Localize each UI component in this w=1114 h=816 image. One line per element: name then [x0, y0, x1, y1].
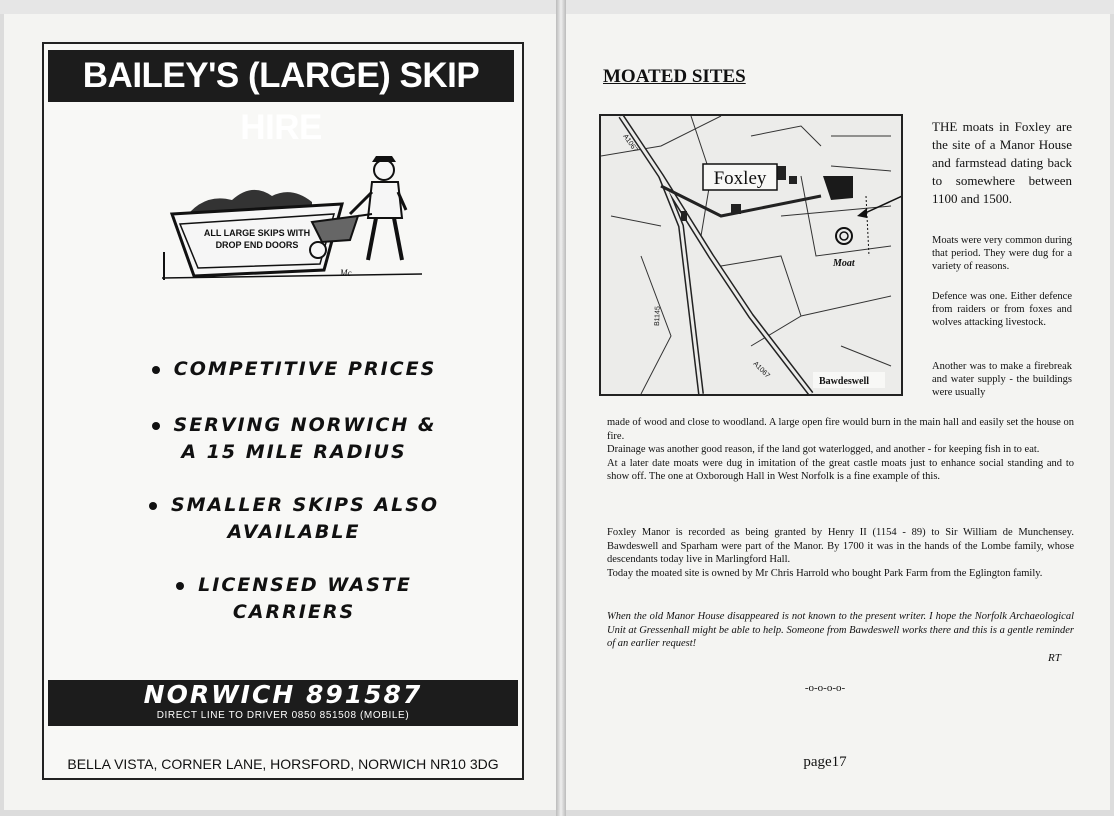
skip-label-line2: DROP END DOORS [215, 240, 299, 250]
article-title: MOATED SITES [603, 66, 746, 87]
left-page [4, 14, 556, 810]
bullet-competitive-prices: COMPETITIVE PRICES [114, 356, 474, 383]
section-separator: -o-o-o-o- [804, 682, 846, 694]
skip-hire-advert [42, 42, 524, 780]
bullet-dot [152, 366, 160, 374]
bullet-smaller-skips: SMALLER SKIPS ALSO AVAILABLE [114, 492, 474, 546]
map-label-foxley: Foxley [713, 168, 767, 189]
map-road-label-bottom: A1067 [751, 360, 771, 380]
mobile-number: DIRECT LINE TO DRIVER 0850 851508 (MOBILE) [156, 710, 410, 721]
article-closing-note: When the old Manor House disappeared is not known to the present writer. I hope the Norfolk Archaeological Unit at Gressenhall might be able to help. Someone from Bawdeswell works there and this is a gentle reminder of an earlier request! [607, 611, 1074, 649]
bullet-dot [149, 502, 157, 510]
artist-signature: Mc [340, 268, 352, 278]
phone-banner [48, 680, 518, 726]
body-para-drainage: Drainage was another good reason, if the land got waterlogged, and another - for keeping fish in to eat. [607, 444, 1040, 455]
map-road-label-b1145: B1145 [654, 306, 662, 327]
advert-title: BAILEY'S (LARGE) SKIP HIRE [48, 50, 514, 102]
side-para-defence: Defence was one. Either defence from raiders or from foxes and wolves attacking livestock. [932, 291, 1072, 328]
article-intro: THE moats in Foxley are the site of a Manor House and farmstead dating back to somewhere between 1100 and 1500. [932, 119, 1072, 206]
bullet-dot [152, 422, 160, 430]
author-initials: RT [1048, 652, 1061, 664]
body-para-ownership: Today the moated site is owned by Mr Chris Harrold who bought Park Farm from the Eglington family. [607, 567, 1043, 579]
page-number: page17 [803, 754, 847, 770]
book-spine [556, 0, 566, 816]
phone-number: NORWICH 891587 [143, 680, 423, 709]
body-para-imitation: At a later date moats were dug in imitation of the great castle moats just to enhance social standing and to show off. The one at Oxborough Hall in West Norfolk is a fine example of this. [607, 457, 1074, 482]
map-label-moat: Moat [833, 258, 855, 269]
side-para-firebreak: Another was to make a firebreak and water supply - the buildings were usually [932, 361, 1072, 398]
foxley-map [599, 114, 903, 396]
map-road-label-top: A1067 [621, 133, 639, 154]
article-body-upper [607, 416, 1074, 484]
skip-label-line1: ALL LARGE SKIPS WITH [203, 228, 311, 238]
body-para-manor-history: Foxley Manor is recorded as being granted by Henry II (1154 - 89) to Sir William de Munchensey. Bawdeswell and Sparham were part of the Manor. By 1700 it was in the hands of the Lombe family, whose descendants today live in Marlingford Hall. [607, 527, 1074, 565]
bullet-serving-norwich: SERVING NORWICH & A 15 MILE RADIUS [114, 412, 474, 466]
bullet-licensed-waste: LICENSED WASTE CARRIERS [114, 572, 474, 626]
body-para-woodland: made of wood and close to woodland. A large open fire would burn in the main hall and easily set the house on fire. [607, 417, 1074, 442]
map-label-bawdeswell: Bawdeswell [819, 376, 869, 387]
bullet-dot [176, 582, 184, 590]
advert-address: BELLA VISTA, CORNER LANE, HORSFORD, NORWICH NR10 3DG [67, 756, 499, 772]
skip-and-worker-illustration [162, 152, 422, 282]
side-para-common: Moats were very common during that period. They were dug for a variety of reasons. [932, 235, 1072, 272]
article-body-lower [607, 526, 1074, 580]
